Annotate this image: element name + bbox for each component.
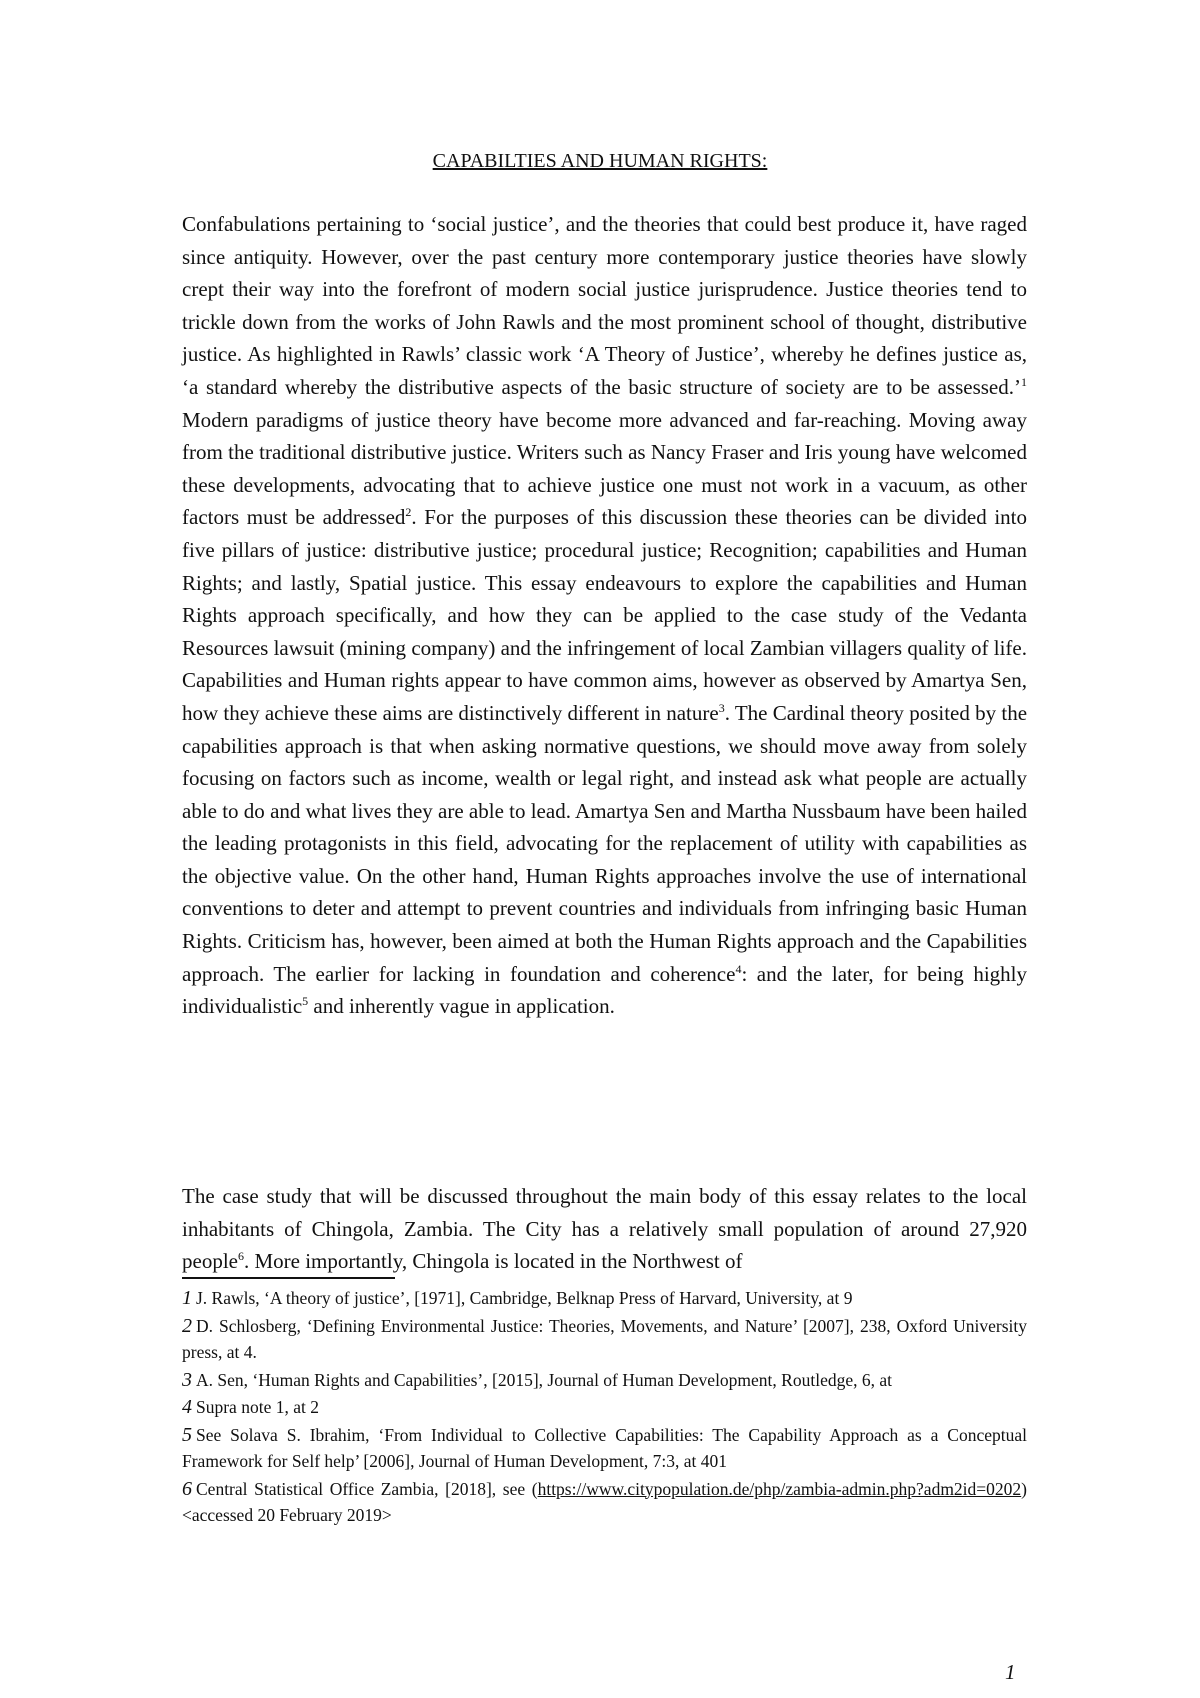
footnote-number: 5 [182, 1423, 192, 1446]
footnote-marker-5[interactable]: 5 [302, 994, 309, 1009]
body-paragraph-2 [182, 1180, 1027, 1278]
footnote-marker-6[interactable]: 6 [237, 1249, 244, 1264]
footnote-marker-2[interactable]: 2 [405, 505, 412, 520]
footnote-text: ) <accessed 20 February 2019> [182, 1478, 1027, 1525]
footnote-2 [182, 1313, 1027, 1366]
footnote-number: 2 [182, 1314, 192, 1337]
paragraph-text: Modern paradigms of justice theory have become more advanced and far-reaching. Moving away from the traditional distributive justice. Writers such as Nancy Fraser and Iris young have welcomed these developments, advocating that to achieve justice one must not work in a vacuum, as other factors must be addressed [182, 407, 1027, 530]
footnote-number: 1 [182, 1287, 192, 1309]
footnote-separator [182, 1277, 395, 1279]
footnote-marker-3[interactable]: 3 [718, 700, 725, 715]
paragraph-text: : and the later, for being highly individualistic [182, 961, 1027, 1019]
paragraph-text: . For the purposes of this discussion these theories can be divided into five pillars of justice: distributive justice; procedural justice; Recognition; capabilities and Human Rights; and lastly, Spatial justice. This essay endeavours to explore the capabilities and Human Rights approach specifically, and how they can be applied to the case study of the Vedanta Resources lawsuit (mining company) and the infringement of local Zambian villagers quality of life. Capabilities and Human rights appear to have common aims, however as observed by Amartya Sen, how they achieve these aims are distinctively different in nature [182, 505, 1027, 725]
footnote-marker-4[interactable]: 4 [735, 961, 742, 976]
footnote-5 [182, 1422, 1027, 1475]
footnote-text: See Solava S. Ibrahim, ‘From Individual to Collective Capabilities: The Capability Approach as a Conceptual Framework for Self help’ [2006], Journal of Human Development, 7:3, at 401 [182, 1424, 1027, 1471]
footnote-text: J. Rawls, ‘A theory of justice’, [1971], Cambridge, Belknap Press of Harvard, University, at 9 [196, 1288, 853, 1308]
body-paragraph-1 [182, 208, 1027, 1023]
footnote-number: 3 [182, 1368, 192, 1391]
footnote-3 [182, 1367, 1027, 1394]
footnote-text: Supra note 1, at 2 [196, 1397, 319, 1417]
footnote-text: D. Schlosberg, ‘Defining Environmental Justice: Theories, Movements, and Nature’ [2007], 238, Oxford University press, at 4. [182, 1315, 1027, 1362]
footnote-text: Central Statistical Office Zambia, [2018], see ( [196, 1478, 538, 1499]
footnote-number: 4 [182, 1396, 192, 1418]
paragraph-text: . More importantly, Chingola is located in the Northwest of [243, 1249, 743, 1274]
paragraph-text: . The Cardinal theory posited by the capabilities approach is that when asking normative questions, we should move away from solely focusing on factors such as income, wealth or legal right, and instead ask what people are actually able to do and what lives they are able to lead. Amartya Sen and Martha Nussbaum have been hailed the leading protagonists in this field, advocating for the replacement of utility with capabilities as the objective value. On the other hand, Human Rights approaches involve the use of international conventions to deter and attempt to prevent countries and individuals from infringing basic Human Rights. Criticism has, however, been aimed at both the Human Rights approach and the Capabilities approach. The earlier for lacking in foundation and coherence [182, 700, 1028, 986]
paragraph-text: The case study that will be discussed throughout the main body of this essay relates to the local inhabitants of Chingola, Zambia. The City has a relatively small population of around 27,920 people [182, 1184, 1027, 1274]
page-number: 1 [1005, 1660, 1016, 1684]
footnote-4 [182, 1394, 1027, 1421]
document-title: CAPABILTIES AND HUMAN RIGHTS: [432, 150, 768, 172]
paragraph-text: Confabulations pertaining to ‘social justice’, and the theories that could best produce it, have raged since antiquity. However, over the past century more contemporary justice theories have slowly crept their way into the forefront of modern social justice jurisprudence. Justice theories tend to trickle down from the works of John Rawls and the most prominent school of thought, distributive justice. As highlighted in Rawls’ classic work ‘A Theory of Justice’, whereby he defines justice as, ‘a standard whereby the distributive aspects of the basic structure of society are to be assessed.’ [182, 212, 1027, 399]
footnote-number: 6 [182, 1477, 192, 1500]
footnote-text: A. Sen, ‘Human Rights and Capabilities’, [2015], Journal of Human Development, Routledge, 6, at [196, 1369, 892, 1390]
footnote-6 [182, 1476, 1027, 1529]
footnote-marker-1[interactable]: 1 [1021, 374, 1027, 389]
footnotes-section [182, 1285, 1027, 1530]
paragraph-text: and inherently vague in application. [308, 994, 615, 1019]
citypopulation-link[interactable]: https://www.citypopulation.de/php/zambia-admin.php?adm2id=0202 [537, 1478, 1022, 1499]
footnote-1 [182, 1285, 1027, 1312]
